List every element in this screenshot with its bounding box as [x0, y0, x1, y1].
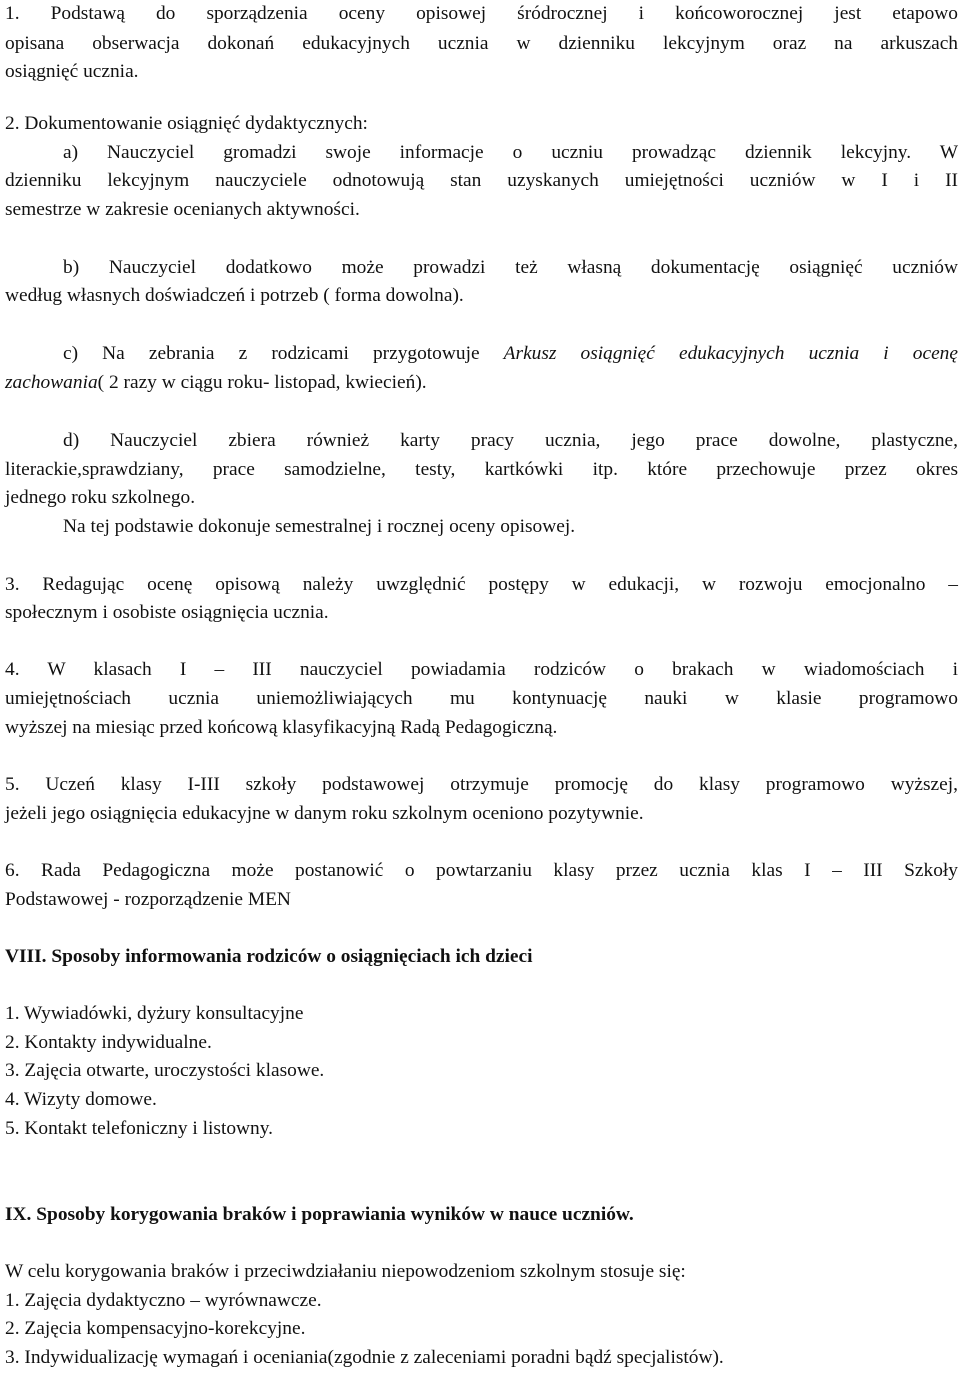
document-title-italic-cont: zachowania [5, 372, 98, 393]
section-9-heading: IX. Sposoby korygowania braków i poprawiania wyników w nauce uczniów. [5, 1204, 634, 1225]
paragraph-2b-line-2: według własnych doświadczeń i potrzeb ( forma dowolna). [5, 285, 464, 306]
paragraph-1-line-2: opisana obserwacja dokonań edukacyjnych ucznia w dzienniku lekcyjnym oraz na arkuszach [5, 33, 958, 54]
section-9-item: 1. Zajęcia dydaktyczno – wyrównawcze. [5, 1290, 322, 1311]
section-8-item: 3. Zajęcia otwarte, uroczystości klasowe. [5, 1060, 325, 1081]
section-9-item: 3. Indywidualizację wymagań i oceniania(zgodnie z zaleceniami poradni bądź specjalistów). [5, 1347, 724, 1368]
paragraph-4-line-1: 4. W klasach I – III nauczyciel powiadamia rodziców o brakach w wiadomościach i [5, 659, 958, 680]
section-8-item: 2. Kontakty indywidualne. [5, 1032, 212, 1053]
paragraph-2-title: 2. Dokumentowanie osiągnięć dydaktycznych: [5, 113, 368, 134]
paragraph-4-line-2: umiejętnościach ucznia uniemożliwiających mu kontynuację nauki w klasie programowo [5, 688, 958, 709]
paragraph-2c-rest: ( 2 razy w ciągu roku- listopad, kwiecień). [97, 372, 427, 393]
paragraph-3-line-1: 3. Redagując ocenę opisową należy uwzględnić postępy w edukacji, w rozwoju emocjonalno – [5, 574, 958, 595]
paragraph-1-line-1: 1. Podstawą do sporządzenia oceny opisowej śródrocznej i końcoworocznej jest etapowo [5, 3, 958, 24]
section-8-item: 1. Wywiadówki, dyżury konsultacyjne [5, 1003, 304, 1024]
paragraph-2d-line-2: literackie,sprawdziany, prace samodzielne, testy, kartkówki itp. które przechowuje przez okres [5, 459, 958, 480]
paragraph-2d-line-1: d) Nauczyciel zbiera również karty pracy ucznia, jego prace dowolne, plastyczne, [63, 430, 958, 451]
paragraph-2b-line-1: b) Nauczyciel dodatkowo może prowadzi też własną dokumentację osiągnięć uczniów [63, 257, 958, 278]
paragraph-2a-line-2: dzienniku lekcyjnym nauczyciele odnotowują stan uzyskanych umiejętności uczniów w I i II [5, 170, 958, 191]
paragraph-2c-text: c) Na zebrania z rodzicami przygotowuje [63, 343, 504, 364]
paragraph-6-line-1: 6. Rada Pedagogiczna może postanowić o powtarzaniu klasy przez ucznia klas I – III Szkoły [5, 860, 958, 881]
paragraph-2d-line-4: Na tej podstawie dokonuje semestralnej i rocznej oceny opisowej. [63, 516, 576, 537]
paragraph-5-line-2: jeżeli jego osiągnięcia edukacyjne w danym roku szkolnym oceniono pozytywnie. [5, 803, 644, 824]
section-8-heading: VIII. Sposoby informowania rodziców o osiągnięciach ich dzieci [5, 946, 533, 967]
paragraph-1-line-3: osiągnięć ucznia. [5, 61, 139, 82]
section-9-item: 2. Zajęcia kompensacyjno-korekcyjne. [5, 1318, 306, 1339]
document-title-italic: Arkusz osiągnięć edukacyjnych ucznia i ocenę [503, 343, 958, 364]
paragraph-2c-line-2 [5, 369, 958, 398]
paragraph-4-line-3: wyższej na miesiąc przed końcową klasyfikacyjną Radą Pedagogiczną. [5, 717, 558, 738]
paragraph-2a-line-1: a) Nauczyciel gromadzi swoje informacje o uczniu prowadząc dziennik lekcyjny. W [63, 142, 958, 163]
section-9-intro: W celu korygowania braków i przeciwdziałaniu niepowodzeniom szkolnym stosuje się: [5, 1261, 686, 1282]
paragraph-2d-line-3: jednego roku szkolnego. [5, 487, 196, 508]
paragraph-2c-line-1 [63, 340, 958, 369]
paragraph-2a-line-3: semestrze w zakresie ocenianych aktywności. [5, 199, 360, 220]
section-8-item: 5. Kontakt telefoniczny i listowny. [5, 1118, 274, 1139]
paragraph-6-line-2: Podstawowej - rozporządzenie MEN [5, 889, 291, 910]
paragraph-5-line-1: 5. Uczeń klasy I-III szkoły podstawowej otrzymuje promocję do klasy programowo wyższej, [5, 774, 958, 795]
section-8-item: 4. Wizyty domowe. [5, 1089, 157, 1110]
paragraph-3-line-2: społecznym i osobiste osiągnięcia ucznia. [5, 602, 329, 623]
